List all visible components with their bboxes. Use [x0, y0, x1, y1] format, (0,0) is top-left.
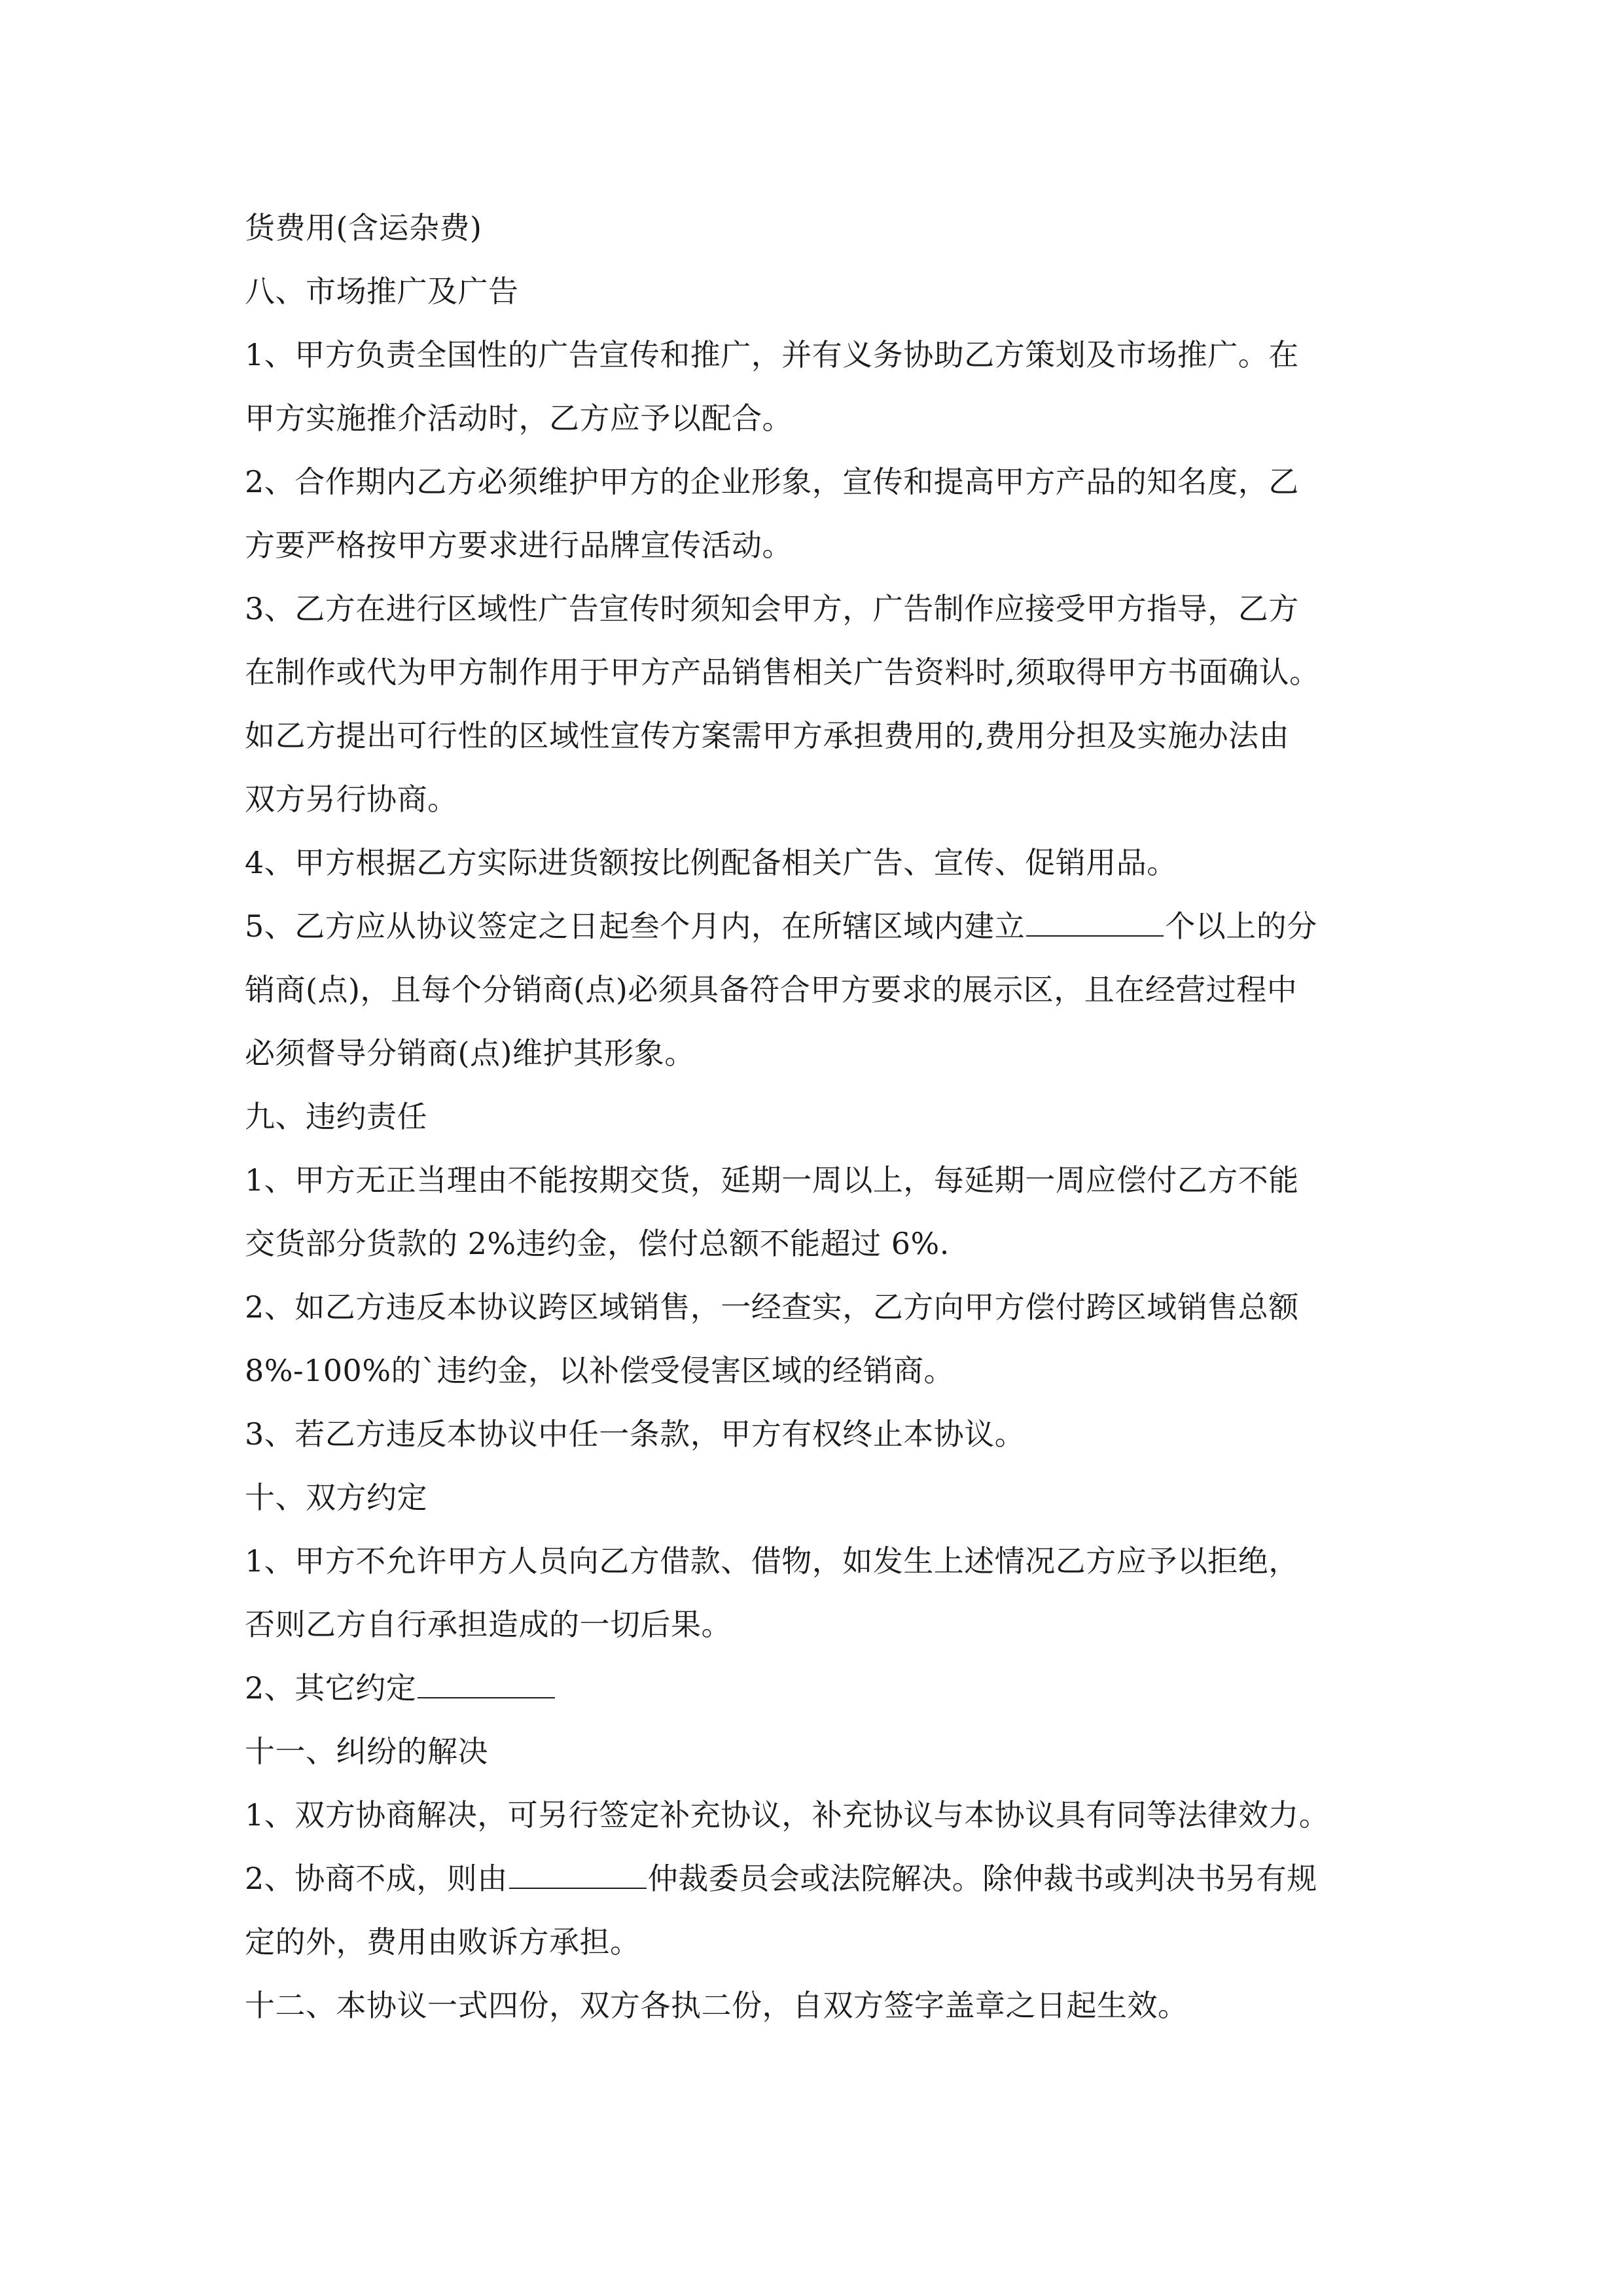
paragraph-line: 1、甲方不允许甲方人员向乙方借款、借物，如发生上述情况乙方应予以拒绝， [245, 1543, 1299, 1579]
paragraph-line: 定的外，费用由败诉方承担。 [245, 1924, 641, 1960]
paragraph-line: 3、乙方在进行区域性广告宣传时须知会甲方，广告制作应接受甲方指导，乙方 [245, 591, 1299, 626]
paragraph-line: 8%-100%的`违约金，以补偿受侵害区域的经销商。 [245, 1353, 955, 1388]
paragraph-line: 交货部分货款的 2%违约金，偿付总额不能超过 6%. [245, 1226, 950, 1261]
paragraph-line: 4、甲方根据乙方实际进货额按比例配备相关广告、宣传、促销用品。 [245, 845, 1177, 880]
paragraph-line: 货费用(含运杂费) [245, 210, 482, 245]
section-heading-marketing: 八、市场推广及广告 [245, 274, 519, 309]
section-heading-effectiveness: 十二、本协议一式四份，双方各执二份，自双方签字盖章之日起生效。 [245, 1988, 1188, 2023]
paragraph-line: 双方另行协商。 [245, 781, 458, 817]
line-text-after: 个以上的分 [1165, 908, 1317, 944]
document-body [245, 196, 1397, 2037]
paragraph-line: 1、双方协商解决，可另行签定补充协议，补充协议与本协议具有同等法律效力。 [245, 1797, 1330, 1833]
section-heading-agreement: 十、双方约定 [245, 1480, 427, 1515]
paragraph-line: 如乙方提出可行性的区域性宣传方案需甲方承担费用的,费用分担及实施办法由 [245, 718, 1290, 753]
fill-in-blank [418, 1671, 555, 1698]
line-text-before: 5、乙方应从协议签定之日起叁个月内，在所辖区域内建立 [245, 908, 1026, 944]
line-text-before: 2、协商不成，则由 [245, 1861, 508, 1896]
fill-in-blank [1026, 909, 1164, 937]
paragraph-line: 1、甲方负责全国性的广告宣传和推广，并有义务协助乙方策划及市场推广。在 [245, 337, 1299, 372]
paragraph-line: 否则乙方自行承担造成的一切后果。 [245, 1607, 732, 1642]
paragraph-line: 2、合作期内乙方必须维护甲方的企业形象，宣传和提高甲方产品的知名度，乙 [245, 464, 1299, 499]
line-text-before: 2、其它约定 [245, 1670, 417, 1706]
section-heading-breach: 九、违约责任 [245, 1099, 427, 1134]
section-heading-disputes: 十一、纠纷的解决 [245, 1734, 488, 1769]
paragraph-line: 方要严格按甲方要求进行品牌宣传活动。 [245, 528, 793, 563]
paragraph-line: 2、如乙方违反本协议跨区域销售，一经查实，乙方向甲方偿付跨区域销售总额 [245, 1289, 1299, 1325]
paragraph-line: 1、甲方无正当理由不能按期交货，延期一周以上，每延期一周应偿付乙方不能 [245, 1162, 1299, 1198]
fill-in-blank [509, 1861, 647, 1889]
paragraph-line: 甲方实施推介活动时，乙方应予以配合。 [245, 401, 793, 436]
paragraph-line: 在制作或代为甲方制作用于甲方产品销售相关广告资料时,须取得甲方书面确认。 [245, 655, 1320, 690]
paragraph-line: 销商(点)，且每个分销商(点)必须具备符合甲方要求的展示区，且在经营过程中 [245, 972, 1298, 1007]
paragraph-line: 必须督导分销商(点)维护其形象。 [245, 1035, 695, 1071]
paragraph-line: 3、若乙方违反本协议中任一条款，甲方有权终止本协议。 [245, 1416, 1026, 1452]
paragraph-line-with-blank [245, 1847, 1397, 1910]
paragraph-line-with-blank [245, 895, 1397, 958]
line-text-after: 仲裁委员会或法院解决。除仲裁书或判决书另有规 [647, 1861, 1317, 1896]
paragraph-line-with-blank [245, 1657, 1397, 1720]
